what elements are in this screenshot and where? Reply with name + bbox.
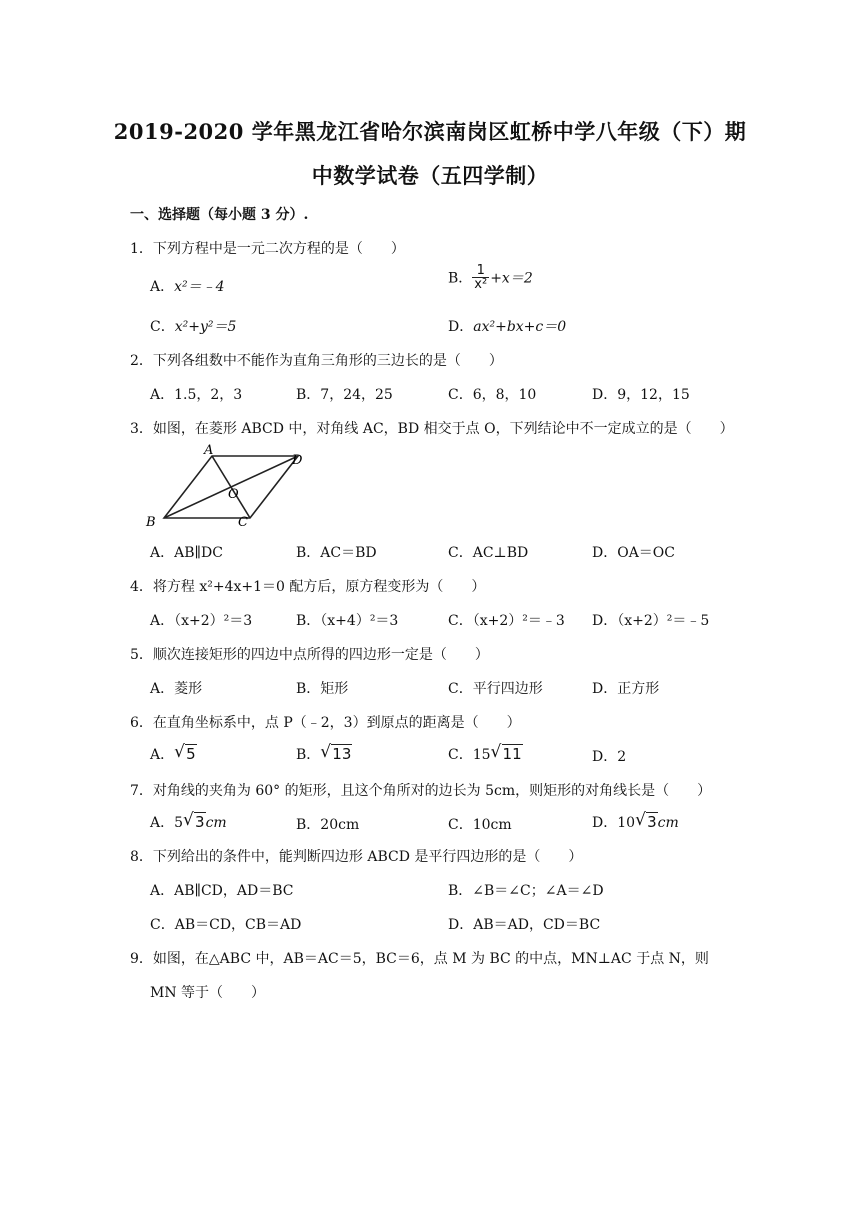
question-9-stem-line-2: MN 等于（ ） [150,985,266,1001]
question-7-option-c: C．10cm [448,817,512,833]
center-label-o: O [228,487,239,502]
question-6-option-d: D．2 [592,749,627,765]
question-5-option-d: D．正方形 [592,681,660,697]
exam-title-line-1: 2019-2020 学年黑龙江省哈尔滨南岗区虹桥中学八年级（下）期 [113,119,747,144]
question-6-option-c: C．15 √ 11 [448,742,522,763]
question-6-option-b: B． √ 13 [296,742,352,763]
question-9-stem-line-1: 9．如图，在△ABC 中，AB＝AC＝5，BC＝6，点 M 为 BC 的中点，MN⊥AC 于点 N，则 [130,951,709,967]
question-1-option-c: C．x²+y²＝5 [150,319,237,335]
question-4-option-d: D．（x+2）²＝﹣5 [592,613,710,629]
question-4-stem: 4．将方程 x²+4x+1＝0 配方后，原方程变形为（ ） [130,579,486,595]
rhombus-figure [140,442,320,532]
question-1-option-b: B． $\frac{1}{\text{x²}}$ +x＝2 [448,263,533,292]
question-4-option-b: B．（x+4）²＝3 [296,613,399,629]
question-5-option-c: C．平行四边形 [448,681,543,697]
question-7-option-d: D．10 √ 3cm [592,810,679,831]
question-2-option-d: D．9，12，15 [592,387,690,403]
question-3-stem: 3．如图，在菱形 ABCD 中，对角线 AC，BD 相交于点 O，下列结论中不一定成立的是（ ） [130,421,734,437]
question-5-option-a: A．菱形 [150,681,203,697]
square-root: √ 3 [183,810,205,831]
question-8-option-a: A．AB∥CD，AD＝BC [150,883,294,899]
fraction: $\frac{1}{\text{x²}}$ [474,263,488,292]
question-5-option-b: B．矩形 [296,681,349,697]
question-3-option-d: D．OA＝OC [592,545,676,561]
question-3-option-b: B．AC＝BD [296,545,377,561]
question-8-stem: 8．下列给出的条件中，能判断四边形 ABCD 是平行四边形的是（ ） [130,849,583,865]
question-4-option-a: A．（x+2）²＝3 [150,613,253,629]
question-7-stem: 7．对角线的夹角为 60° 的矩形，且这个角所对的边长为 5cm，则矩形的对角线长是（ ） [130,783,712,799]
section-heading: 一、选择题（每小题 3 分）. [130,207,309,223]
question-6-stem: 6．在直角坐标系中，点 P（﹣2，3）到原点的距离是（ ） [130,715,521,731]
question-2-option-b: B．7，24，25 [296,387,393,403]
question-1-option-a: A．x²＝﹣4 [150,279,225,295]
question-1-option-d: D．ax²+bx+c＝0 [448,319,567,335]
question-7-option-a: A．5 √ 3cm [150,810,227,831]
square-root: √ 3 [635,810,657,831]
vertex-label-d: D [292,453,303,468]
question-7-option-b: B．20cm [296,817,360,833]
question-3-option-a: A．AB∥DC [150,545,223,561]
question-8-option-d: D．AB＝AD，CD＝BC [448,917,601,933]
question-5-stem: 5．顺次连接矩形的四边中点所得的四边形一定是（ ） [130,647,489,663]
exam-title-line-2: 中数学试卷（五四学制） [311,163,549,188]
vertex-label-b: B [146,515,156,530]
vertex-label-a: A [204,443,214,458]
question-6-option-a: A． √ 5 [150,742,196,763]
question-2-stem: 2．下列各组数中不能作为直角三角形的三边长的是（ ） [130,353,503,369]
question-8-option-b: B．∠B＝∠C；∠A＝∠D [448,883,604,899]
question-1-stem: 1．下列方程中是一元二次方程的是（ ） [130,241,405,257]
vertex-label-c: C [238,515,248,530]
square-root: √ 5 [174,742,196,763]
square-root: √ 11 [490,742,522,763]
question-2-option-a: A．1.5，2，3 [150,387,243,403]
question-8-option-c: C．AB＝CD，CB＝AD [150,917,302,933]
square-root: √ 13 [320,742,352,763]
question-3-option-c: C．AC⊥BD [448,545,529,561]
question-4-option-c: C．（x+2）²＝﹣3 [448,613,565,629]
question-2-option-c: C．6，8，10 [448,387,537,403]
